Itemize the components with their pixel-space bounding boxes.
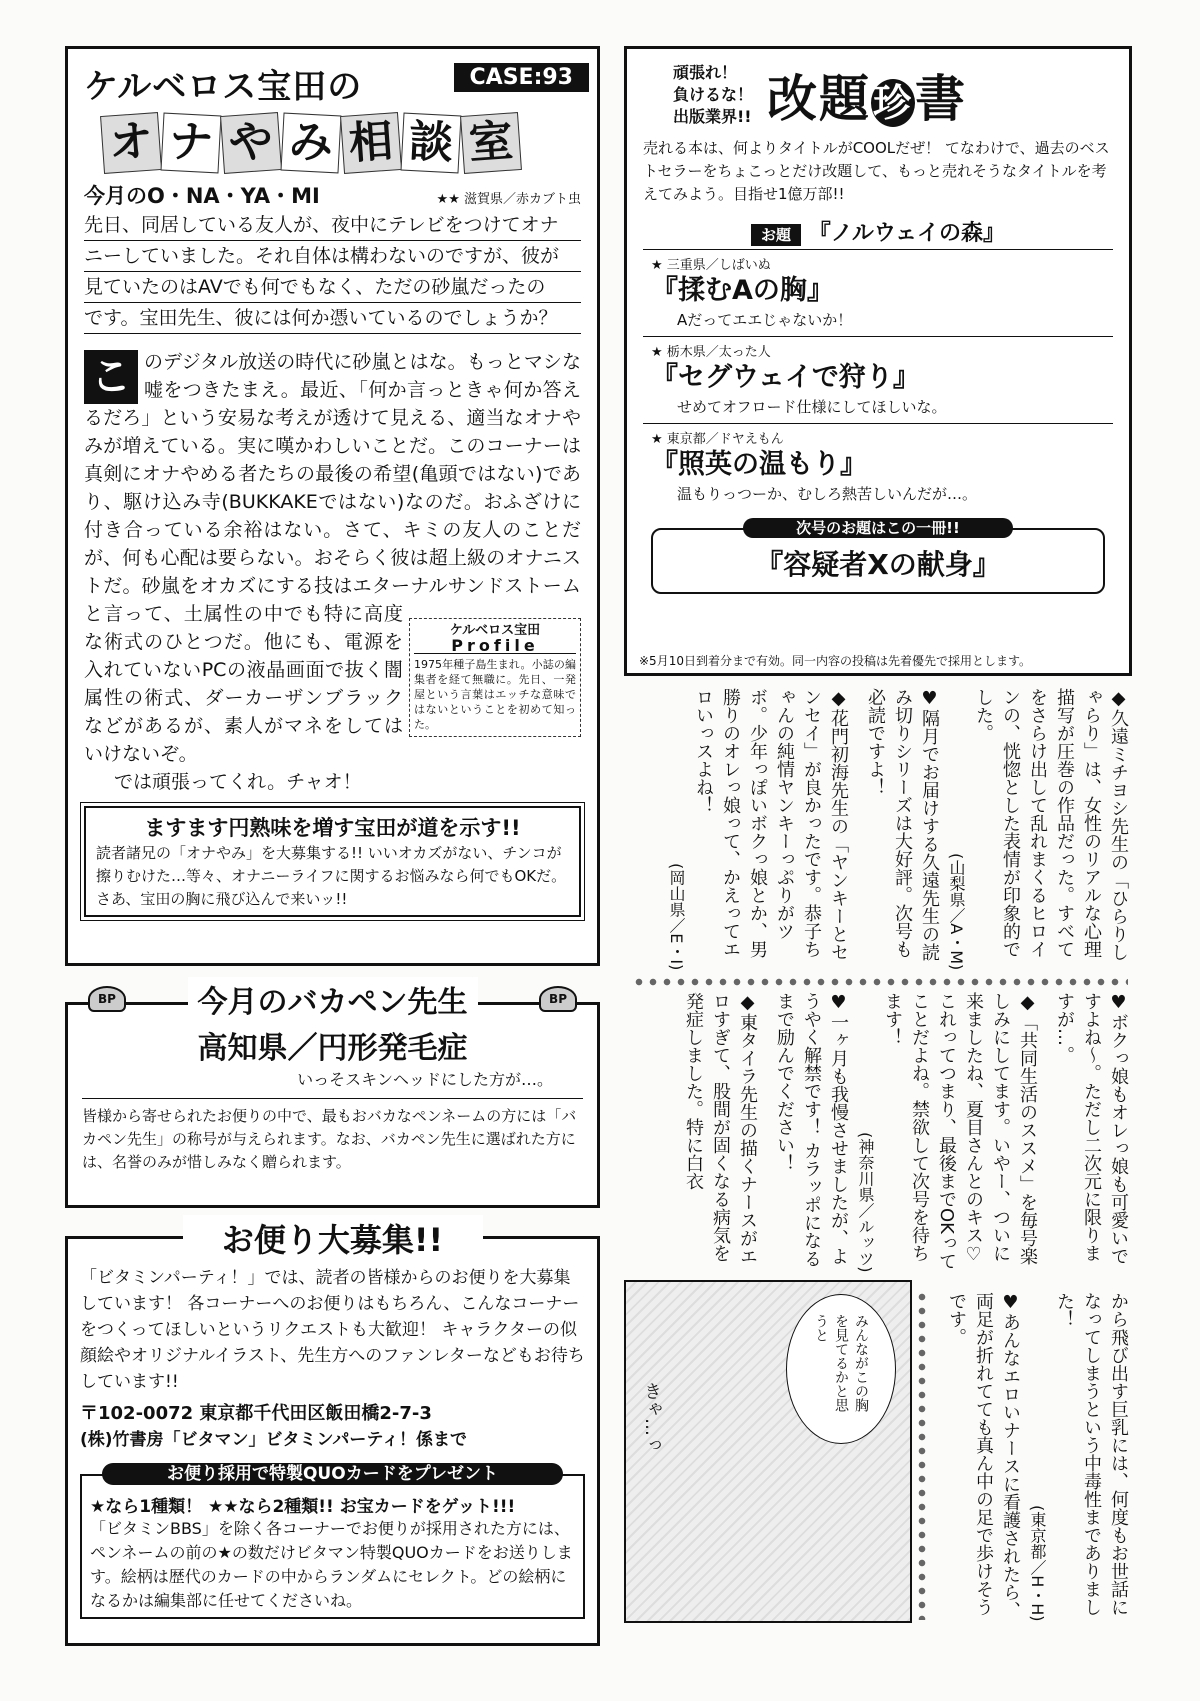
letters-last: [930, 1292, 1132, 1622]
next-odai-box: [651, 519, 1105, 594]
otayori-section: [65, 1221, 600, 1646]
month-label: 今月のO・NA・YA・MI: [84, 184, 320, 208]
exclamation-text: きゃ…っ: [641, 1382, 662, 1454]
profile-box: [409, 618, 581, 737]
kaidai-section: [624, 46, 1132, 676]
editor-reply: ♥あんなエロいナースに看護されたら、両足が折れてても真ん中の足で歩けそうです。: [946, 1292, 1021, 1619]
title-char: 珍: [873, 81, 914, 125]
title-char: み: [281, 113, 342, 174]
quo-text: 「ビタミンBBS」を除く各コーナーでお便りが採用された方には、ペンネームの前の★の数だけビタマン特製QUOカードをお送りします。絵柄は歴代のカードの中からランダムにセレクト。どの絵柄になるかは編集部に任せてくださいね。: [90, 1519, 573, 1610]
onayami-section: [65, 46, 600, 966]
entry-title: 『照英の温もり』: [651, 449, 867, 480]
quo-sub: ★なら1種類！ ★★なら2種類!! お宝カードをゲット!!!: [90, 1497, 516, 1517]
question-line: です。宝田先生、彼には何か憑いているのでしょうか？: [84, 303, 581, 334]
title-char: 改: [767, 70, 820, 128]
address: 〒102-0072 東京都千代田区飯田橋2-7-3: [80, 1403, 432, 1424]
profile-name: ケルベロス宝田: [449, 623, 541, 638]
letter: ◆花門初海先生の「ヤンキーとセンセイ」が良かったです。恭子ちゃんの純情ヤンキーっぷりがツボ。少年っぽいボクっ娘とか、男勝りのオレっ娘って、かえってエロいっスよね！: [693, 688, 849, 961]
letter: から飛び出す巨乳には、何度もお世話になってしまうという中毒性までありました！: [1054, 1292, 1129, 1616]
entry: [643, 250, 1113, 337]
recruit-box: [84, 806, 581, 917]
letters-top: [624, 688, 1132, 970]
entry-comment: Aだってエエじゃないか！: [677, 311, 853, 329]
letter: ◆「共同生活のススメ」を毎号楽しみにしてます。いやー、ついに来ましたね、夏目さんとのキス♡ これってつまり、最後までOKってことだよね。禁欲して次号を待ちます！: [882, 992, 1038, 1270]
kaidai-intro: 売れる本は、何よりタイトルがCOOLだぜ！ てなわけで、過去のベストセラーをちょこっとだけ改題して、もっと売れそうなタイトルを考えてみよう。目指せ1億万部!!: [643, 139, 1110, 203]
bakapen-header: [88, 977, 577, 1021]
next-label: 次号のお題はこの一冊!!: [743, 518, 1013, 538]
title-char: や: [220, 112, 282, 174]
letter-signature: (東京都／H・H): [1028, 1505, 1047, 1622]
bakapen-text: 皆様から寄せられたお便りの中で、最もおバカなペンネームの方には「バカペン先生」の称号が与えられます。なお、バカペン先生に選ばれた方には、名誉のみが惜しみなく贈られます。: [82, 1107, 577, 1171]
odai-label: お題: [751, 224, 801, 246]
title-char: 室: [460, 112, 522, 174]
entry-from: ★ 東京都／ドヤえもん: [651, 432, 784, 447]
entry: [643, 424, 1113, 510]
closing: では頑張ってくれ。チャオ！: [114, 771, 362, 793]
question-line: 先日、同居している友人が、夜中にテレビをつけてオナ: [84, 210, 581, 241]
tagline-line: 頑張れ！: [673, 63, 738, 82]
quo-box: [80, 1464, 585, 1619]
entry-comment: せめてオフロード仕様にしてほしいな。: [677, 398, 947, 416]
dotted-divider: [632, 978, 1128, 986]
bubble-text: みんながこの胸を見てるかと思うと: [813, 1314, 869, 1412]
corner-title: [102, 114, 581, 172]
answer: [84, 348, 581, 796]
recruit-text: 読者諸兄の「オナやみ」を大募集する!! いいオカズがない、チンコが擦りむけた…等々、オナニーライフに関するお悩みなら何でもOKだ。さあ、宝田の胸に飛び込んで来いッ!!: [96, 844, 567, 908]
question-line: 見ていたのはAVでも何でもなく、ただの砂嵐だったの: [84, 272, 581, 303]
letters-bottom: [624, 992, 1132, 1272]
editor-reply: ♥一ヶ月も我慢させましたが、ようやく解禁です！ カラッポになるまで励んでください！: [774, 992, 849, 1268]
tagline: [673, 62, 753, 128]
entry-from: ★ 三重県／しばいぬ: [651, 258, 771, 273]
dropcap: こ: [84, 350, 138, 404]
letter: ◆久遠ミチヨシ先生の「ひらりしゃらり」は、女性のリアルな心理描写が圧巻の作品だった。すべてをさらけ出して乱れまくるヒロインの、恍惚とした表情が印象的でした。: [973, 688, 1129, 961]
next-odai: 『容疑者Xの献身』: [755, 548, 1001, 581]
question: [84, 210, 581, 334]
letter-signature: (神奈川県／ルッツ): [856, 1131, 875, 1272]
kaidai-note: ※5月10日到着分まで有効。同一内容の投稿は先着優先で採用とします。: [639, 654, 1032, 668]
entry-title: 『セグウェイで狩り』: [651, 362, 920, 393]
odai-title: 『ノルウェイの森』: [808, 221, 1005, 246]
bakapen-section: [65, 985, 600, 1208]
recruit-title: ますます円熟味を増す宝田が道を示す!!: [144, 816, 521, 840]
title-char: ナ: [161, 113, 222, 174]
question-line: ニーしていました。それ自体は構わないのですが、彼が: [84, 241, 581, 272]
entry: [643, 337, 1113, 424]
otayori-text: 「ビタミンパーティ！」では、読者の皆様からのお便りを大募集しています！ 各コーナーへのお便りはもちろん、こんなコーナーをつくってほしいというリクエストも大歓迎！ キャラクターの似顔絵やオリジナルイラスト、先生方へのファンレターなどもお待ちしています!!: [80, 1268, 585, 1392]
address-2: (株)竹書房「ビタマン」ビタミンパーティ！係まで: [80, 1430, 467, 1450]
series-title: ケルベロス宝田の: [84, 67, 363, 107]
entry-comment: 温もりっつーか、むしろ熱苦しいんだが…。: [677, 485, 978, 503]
bakapen-winner: 高知県／円形発毛症: [197, 1031, 468, 1066]
tagline-line: 負けるな！: [673, 85, 754, 104]
entry-title: 『揉むAの胸』: [651, 275, 834, 306]
otayori-title: お便り大募集!!: [183, 1215, 483, 1261]
manga-illustration: [624, 1280, 912, 1623]
letter-signature: (山梨県／A・M): [947, 852, 966, 970]
editor-reply: ♥隔月でお届けする久遠先生の読み切りシリーズは大好評。次号も必読ですよ！: [865, 688, 940, 961]
tagline-line: 出版業界!!: [673, 107, 752, 126]
quo-title: お便り採用で特製QUOカードをプレゼント: [102, 1463, 563, 1485]
title-char: 題: [819, 70, 872, 128]
entry-from: ★ 栃木県／太った人: [651, 345, 771, 360]
letter-signature: (岡山県／E・I): [667, 862, 686, 970]
profile-label: Profile: [451, 636, 539, 655]
title-char: オ: [100, 112, 162, 174]
title-char: 書: [915, 70, 968, 128]
bakapen-comment: いっそスキンヘッドにした方が…。: [82, 1067, 583, 1099]
answer-text: のデジタル放送の時代に砂嵐とはな。もっとマシな嘘をつきたまえ。最近、「何か言っときゃ何か答えるだろ」という安易な考えが透けて見える、適当なオナやみが増えている。実に嘆かわしいことだ。このコーナーは真剣にオナやめる者たちの最後の希望(亀頭ではない)であり、駆け込み寺(BUKKAKEではない)なのだ。おふざけに付き合っている余裕はない。さて、キミの友人のことだが、何も心配は要らない。おそらく彼は超上級のオナニストだ。砂嵐をオカズにする技はエターナルサンドストームと言って、土属性の中でも特に高度な術式のひとつだ。他にも、電源を入れていないPCの液晶画面で抜く闇属性の術式、ダーカーザンブラックなどがあるが、素人がマネをしてはいけないぞ。: [84, 351, 581, 765]
case-badge: CASE:93: [454, 63, 589, 92]
dotted-divider: [918, 1290, 926, 1620]
title-char: 談: [401, 113, 462, 174]
profile-text: 1975年種子島生まれ。小誌の編集者を経て無職に。先日、一発屋という言葉はエッチな意味ではないということを初めて知った。: [414, 653, 576, 732]
crown-icon: BP: [88, 986, 126, 1012]
title-char: 相: [340, 112, 402, 174]
letter: ◆東タイラ先生の描くナースがエロすぎて、股間が固くなる病気を発症しました。特に白衣: [683, 992, 758, 1265]
crown-icon: BP: [539, 986, 577, 1012]
editor-reply: ♥ボクっ娘もオレっ娘も可愛いですよね～。ただし二次元に限りますが…。: [1054, 992, 1129, 1265]
speech-bubble: [786, 1294, 896, 1444]
kaidai-title: [767, 59, 967, 131]
bakapen-title: 今月のバカペン先生: [188, 977, 478, 1021]
sender: ★★ 滋賀県／赤カブト虫: [436, 192, 581, 207]
